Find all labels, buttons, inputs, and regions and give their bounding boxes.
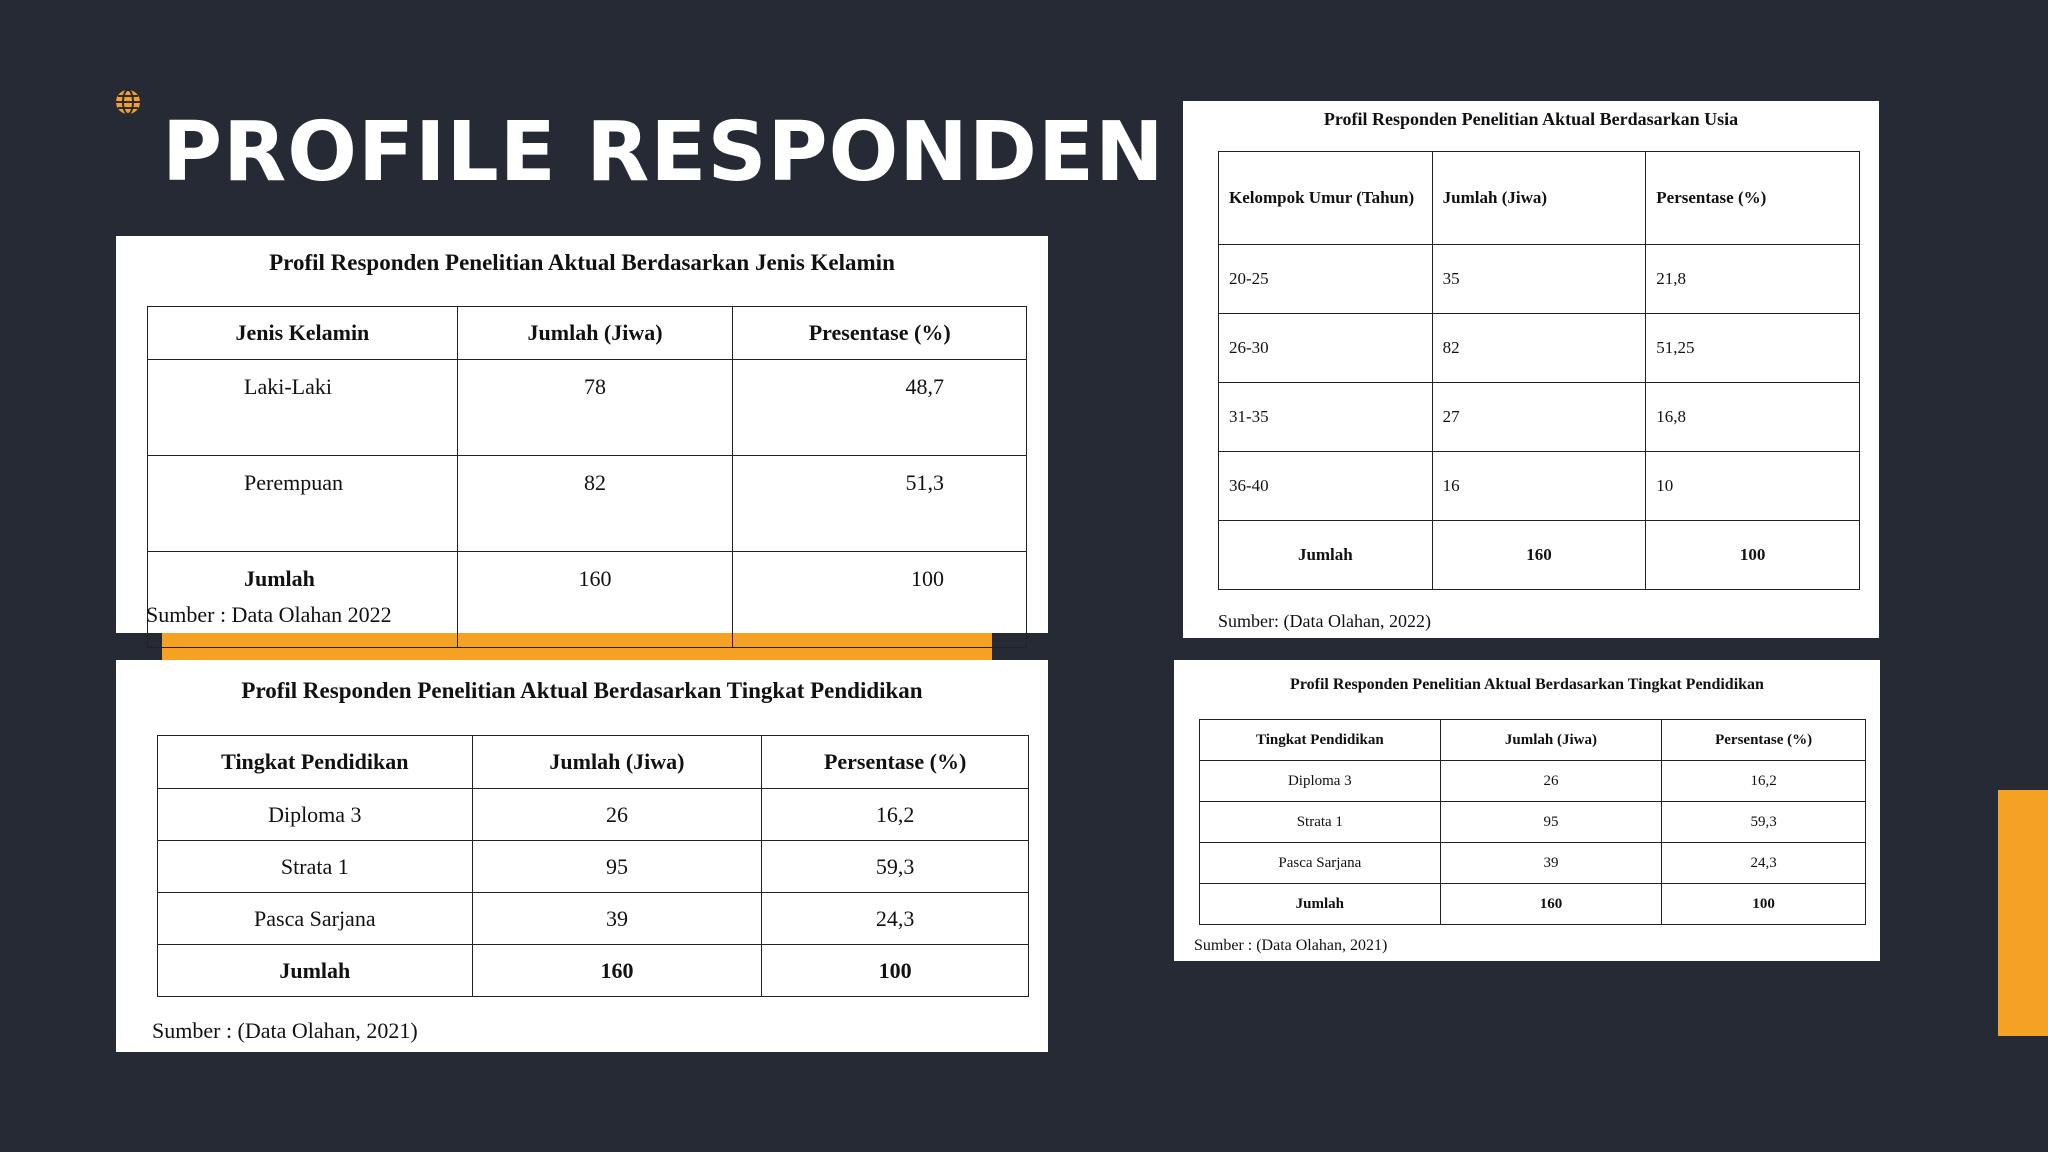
table-header: Persentase (%) bbox=[1662, 720, 1866, 761]
source-note: Sumber : (Data Olahan, 2021) bbox=[152, 1018, 418, 1043]
table-cell: 95 bbox=[472, 841, 762, 893]
table-header: Jumlah (Jiwa) bbox=[1440, 720, 1662, 761]
table-header: Jumlah (Jiwa) bbox=[472, 736, 762, 789]
source-note: Sumber: (Data Olahan, 2022) bbox=[1218, 611, 1431, 631]
education-table-caption: Profil Responden Penelitian Aktual Berdasarkan Tingkat Pendidikan bbox=[241, 678, 923, 703]
accent-side-bar bbox=[1998, 790, 2048, 1036]
table-cell: 39 bbox=[472, 893, 762, 945]
table-cell: 16,2 bbox=[1662, 761, 1866, 802]
table-cell: 20-25 bbox=[1219, 245, 1433, 314]
table-header: Jenis Kelamin bbox=[148, 307, 458, 360]
table-cell: 100 bbox=[762, 945, 1029, 997]
table-row bbox=[1200, 802, 1866, 843]
table-row bbox=[1200, 761, 1866, 802]
table-header: Jumlah (Jiwa) bbox=[1432, 152, 1646, 245]
table-cell: 48,7 bbox=[733, 360, 1027, 456]
table-cell: 82 bbox=[1432, 314, 1646, 383]
table-cell: 26-30 bbox=[1219, 314, 1433, 383]
table-cell: 100 bbox=[1646, 521, 1860, 590]
table-cell: 160 bbox=[1432, 521, 1646, 590]
table-cell: 16,8 bbox=[1646, 383, 1860, 452]
table-cell: Pasca Sarjana bbox=[158, 893, 473, 945]
table-cell: Diploma 3 bbox=[158, 789, 473, 841]
table-cell: 27 bbox=[1432, 383, 1646, 452]
gender-table bbox=[147, 306, 1027, 648]
table-cell: 59,3 bbox=[1662, 802, 1866, 843]
table-header-row bbox=[148, 307, 1027, 360]
table-cell: Perempuan bbox=[148, 456, 458, 552]
table-row bbox=[1200, 843, 1866, 884]
table-cell: 100 bbox=[1662, 884, 1866, 925]
table-cell: Jumlah bbox=[1219, 521, 1433, 590]
table-cell: Diploma 3 bbox=[1200, 761, 1441, 802]
table-row bbox=[1219, 452, 1860, 521]
table-total-row bbox=[1219, 521, 1860, 590]
age-table bbox=[1218, 151, 1860, 590]
source-note: Sumber : Data Olahan 2022 bbox=[146, 602, 392, 627]
table-cell: Laki-Laki bbox=[148, 360, 458, 456]
table-cell: Pasca Sarjana bbox=[1200, 843, 1441, 884]
table-cell: 160 bbox=[1440, 884, 1662, 925]
table-cell: 24,3 bbox=[1662, 843, 1866, 884]
table-row bbox=[158, 789, 1029, 841]
table-cell: 51,25 bbox=[1646, 314, 1860, 383]
education-table-left bbox=[157, 735, 1029, 997]
table-cell: 26 bbox=[472, 789, 762, 841]
table-header-row bbox=[1219, 152, 1860, 245]
table-cell: 10 bbox=[1646, 452, 1860, 521]
table-cell: Strata 1 bbox=[1200, 802, 1441, 843]
table-header-row bbox=[158, 736, 1029, 789]
table-header-row bbox=[1200, 720, 1866, 761]
table-row bbox=[1219, 383, 1860, 452]
table-cell: 24,3 bbox=[762, 893, 1029, 945]
table-cell: Jumlah bbox=[148, 552, 458, 648]
table-header: Persentase (%) bbox=[1646, 152, 1860, 245]
table-cell: 82 bbox=[457, 456, 733, 552]
table-total-row bbox=[158, 945, 1029, 997]
table-row bbox=[1219, 314, 1860, 383]
education-table-right bbox=[1199, 719, 1866, 925]
slide-title: PROFILE RESPONDEN bbox=[162, 105, 1165, 200]
table-row bbox=[148, 456, 1027, 552]
table-cell: 51,3 bbox=[733, 456, 1027, 552]
table-cell: 26 bbox=[1440, 761, 1662, 802]
table-header: Presentase (%) bbox=[733, 307, 1027, 360]
table-total-row bbox=[148, 552, 1027, 648]
table-cell: 16,2 bbox=[762, 789, 1029, 841]
table-row bbox=[148, 360, 1027, 456]
age-table-card bbox=[1183, 101, 1879, 638]
table-cell: 78 bbox=[457, 360, 733, 456]
table-cell: Strata 1 bbox=[158, 841, 473, 893]
education-table-card-right bbox=[1174, 660, 1880, 961]
globe-icon bbox=[114, 88, 142, 116]
table-cell: 39 bbox=[1440, 843, 1662, 884]
gender-table-caption: Profil Responden Penelitian Aktual Berdasarkan Jenis Kelamin bbox=[269, 250, 895, 275]
table-cell: 35 bbox=[1432, 245, 1646, 314]
table-cell: Jumlah bbox=[158, 945, 473, 997]
table-cell: 160 bbox=[457, 552, 733, 648]
table-cell: 31-35 bbox=[1219, 383, 1433, 452]
table-cell: 59,3 bbox=[762, 841, 1029, 893]
table-cell: 95 bbox=[1440, 802, 1662, 843]
table-row bbox=[158, 841, 1029, 893]
table-total-row bbox=[1200, 884, 1866, 925]
table-cell: 36-40 bbox=[1219, 452, 1433, 521]
table-header: Tingkat Pendidikan bbox=[1200, 720, 1441, 761]
table-header: Persentase (%) bbox=[762, 736, 1029, 789]
table-header: Tingkat Pendidikan bbox=[158, 736, 473, 789]
table-cell: 16 bbox=[1432, 452, 1646, 521]
table-cell: 21,8 bbox=[1646, 245, 1860, 314]
age-table-caption: Profil Responden Penelitian Aktual Berdasarkan Usia bbox=[1323, 109, 1739, 129]
table-cell: 160 bbox=[472, 945, 762, 997]
table-row bbox=[1219, 245, 1860, 314]
education-table-caption: Profil Responden Penelitian Aktual Berdasarkan Tingkat Pendidikan bbox=[1290, 676, 1764, 693]
gender-table-card bbox=[116, 236, 1048, 633]
table-cell: Jumlah bbox=[1200, 884, 1441, 925]
source-note: Sumber : (Data Olahan, 2021) bbox=[1194, 937, 1388, 954]
education-table-card-left bbox=[116, 660, 1048, 1052]
table-header: Jumlah (Jiwa) bbox=[457, 307, 733, 360]
table-row bbox=[158, 893, 1029, 945]
table-header: Kelompok Umur (Tahun) bbox=[1219, 152, 1433, 245]
table-cell: 100 bbox=[733, 552, 1027, 648]
